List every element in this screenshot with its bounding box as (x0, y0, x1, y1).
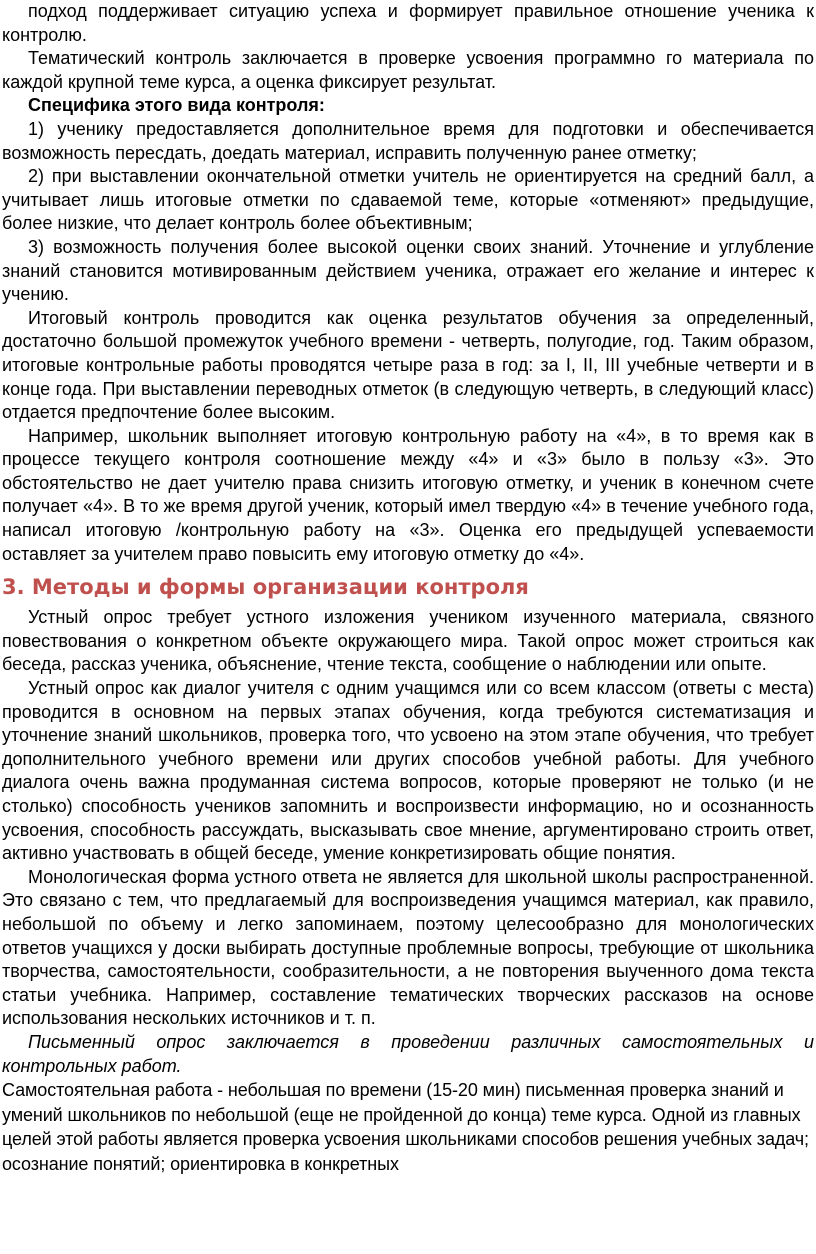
paragraph-final-control: Итоговый контроль проводится как оценка результатов обучения за определенный, достаточно большой промежуток учебного времени - четверть, полугодие, год. Таким образом, итоговые контрольные работы проводятся четыре раза в год: за I, II, III учебные четверти и в конце года. При выставлении переводных отметок (в следующую четверть, в следующий класс) отдается предпочтение более высоким. (2, 307, 814, 423)
paragraph-success-situation: подход поддерживает ситуацию успеха и формирует правильное отношение ученика к контролю. (2, 1, 814, 45)
paragraph-example: Например, школьник выполняет итоговую контрольную работу на «4», в то время как в процессе текущего контроля соотношение между «4» и «3» было в пользу «3». Это обстоятельство не дает учителю права снизить итоговую отметку, и ученик в конечном счете получает «4». В то же время другой ученик, который имел твердую «4» в течение учебного года, написал итоговую /контрольную работу на «3». Оценка его предыдущей успеваемости оставляет за учителем право повысить ему итоговую отметку до «4». (2, 425, 814, 564)
specifics-item-2: 2) при выставлении окончательной отметки учитель не ориентируется на средний балл, а учитывает лишь итоговые отметки по сдаваемой теме, которые «отменяют» предыдущие, более низкие, что делает контроль более объективным; (2, 166, 814, 234)
paragraph-independent-work: Самостоятельная работа - небольшая по времени (15-20 мин) письменная проверка знаний и умений школьников по небольшой (еще не пройденной до конца) теме курса. Одной из главных целей этой работы является проверка усвоения школьниками способов решения учебных задач; осознание понятий; ориентировка в конкретных (2, 1080, 809, 1174)
specifics-item-1: 1) ученику предоставляется дополнительное время для подготовки и обеспечивается возможность пересдать, доедать материал, исправить полученную ранее отметку; (2, 118, 814, 163)
paragraph-oral-survey: Устный опрос требует устного изложения учеником изученного материала, связного повествования о конкретном объекте окружающего мира. Такой опрос может строиться как беседа, рассказ ученика, объяснение, чтение текста, сообщение о наблюдении или опыте. (2, 607, 814, 675)
paragraph-oral-dialog: Устный опрос как диалог учителя с одним учащимся или со всем классом (ответы с места) проводится в основном на первых этапах обучения, когда требуются систематизация и уточнение знаний школьников, проверка того, что усвоено на этом этапе обучения, что требует дополнительного учебного времени или других способов учебной работы. Для учебного диалога очень важна продуманная система вопросов, которые проверяют не только (и не столько) способность учеников запомнить и воспроизвести информацию, но и осознанность усвоения, способность рассуждать, высказывать свое мнение, аргументировано строить ответ, активно участвовать в общей беседе, умение конкретизировать общие понятия. (2, 678, 814, 864)
paragraph-written-survey: Письменный опрос заключается в проведении различных самостоятельных и контрольных работ. (2, 1031, 814, 1076)
paragraph-monologue: Монологическая форма устного ответа не является для школьной школы распространенной. Это связано с тем, что предлагаемый для воспроизведения учащимся материал, как правило, небольшой по объему и легко запоминаем, поэтому целесообразно для монологических ответов учащихся у доски выбирать доступные проблемные вопросы, требующие от школьника творчества, самостоятельности, сообразительности, а не повторения выученного дома текста статьи учебника. Например, составление тематических творческих рассказов на основе использования нескольких источников и т. п. (2, 866, 814, 1029)
specifics-item-3: 3) возможность получения более высокой оценки своих знаний. Уточнение и углубление знаний становится мотивированным действием ученика, отражает его желание и интерес к учению. (2, 236, 814, 305)
section-heading: 3. Методы и формы организации контроля (2, 575, 529, 600)
specifics-heading: Специфика этого вида контроля: (28, 95, 325, 116)
document-page (2, 0, 814, 1177)
paragraph-thematic-control: Тематический контроль заключается в проверке усвоения программно го материала по каждой крупной теме курса, а оценка фиксирует результат. (2, 48, 814, 92)
